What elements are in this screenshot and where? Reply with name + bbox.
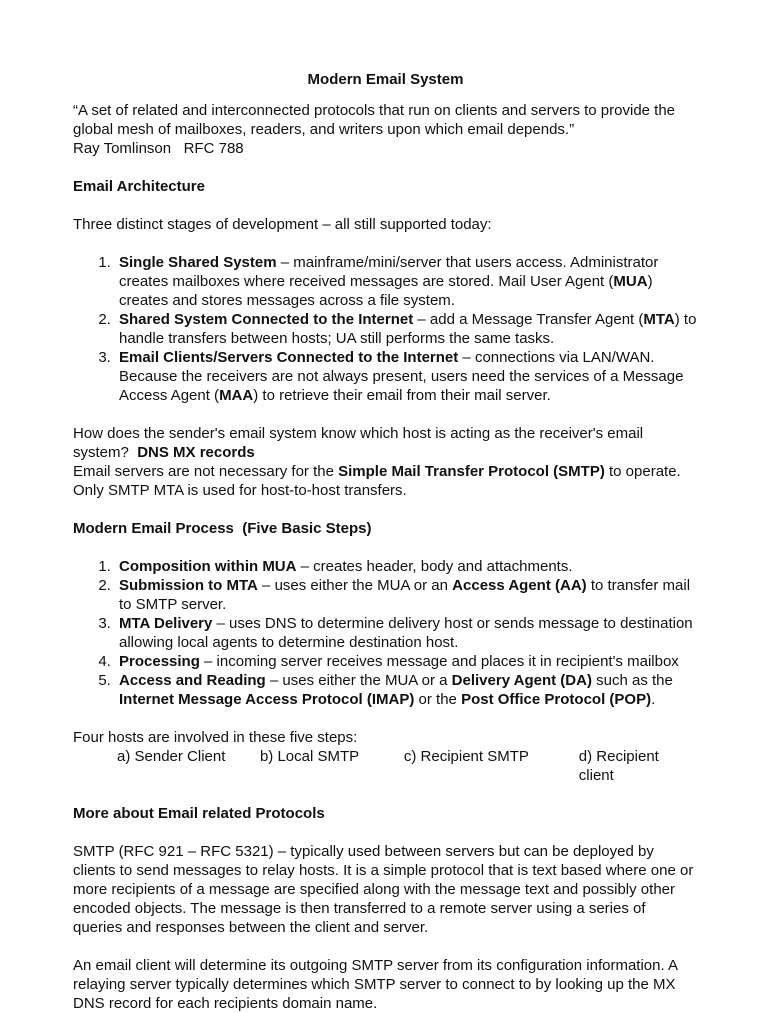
process-step (115, 576, 698, 614)
architecture-heading: Email Architecture (73, 178, 205, 195)
step-text: – incoming server receives message and places it in recipient's mailbox (199, 653, 679, 670)
item-bold: MTA (643, 311, 675, 328)
process-heading: Modern Email Process (Five Basic Steps) (73, 520, 372, 537)
architecture-list (73, 253, 698, 405)
host-item: d) Recipient client (578, 748, 659, 784)
protocols-paragraph: SMTP (RFC 921 – RFC 5321) – typically used between servers but can be deployed by clients to send messages to relay hosts. It is a simple protocol that is text based where one or more recipients of a message are specified along with the message text and possibly other encoded objects. The message is then transferred to a remote server using a series of queries and responses between the client and server. (73, 843, 694, 936)
step-bold: MTA Delivery (119, 615, 213, 632)
item-text: – add a Message Transfer Agent ( (413, 311, 644, 328)
process-list (73, 557, 698, 709)
step-text: – uses either the MUA or a (265, 672, 452, 689)
item-bold: Single Shared System (119, 254, 277, 271)
process-step (115, 557, 698, 576)
step-text: – uses either the MUA or an (257, 577, 453, 594)
item-bold: Shared System Connected to the Internet (119, 311, 414, 328)
hosts-intro: Four hosts are involved in these five steps: (73, 729, 358, 746)
dns-question-line (73, 424, 698, 462)
item-bold: Email Clients/Servers Connected to the Internet (119, 349, 459, 366)
host-item: a) Sender Client (117, 748, 226, 765)
item-bold: MAA (219, 387, 254, 404)
item-text: ) to handle transfers between hosts; UA still performs the same tasks. (119, 311, 697, 347)
step-text: – uses DNS to determine delivery host or sends message to destination allowing local agents to determine destination host. (119, 615, 693, 651)
step-bold: Submission to MTA (119, 577, 258, 594)
process-step (115, 671, 698, 709)
step-text: . (651, 691, 656, 708)
step-text: such as the (591, 672, 673, 689)
page-title: Modern Email System (307, 71, 464, 88)
item-text: – mainframe/mini/server that users access. Administrator creates mailboxes where received messages are stored. Mail User Agent ( (119, 254, 659, 290)
step-bold: Internet Message Access Protocol (IMAP) (119, 691, 415, 708)
quote-block (73, 101, 698, 158)
item-bold: MUA (613, 273, 648, 290)
host-item: c) Recipient SMTP (403, 748, 529, 765)
smtp-text: Email servers are not necessary for the (73, 463, 339, 480)
quote-text: “A set of related and interconnected protocols that run on clients and servers to provide the global mesh of mailboxes, readers, and writers upon which email depends.” (73, 102, 676, 138)
hosts-row (73, 747, 698, 785)
step-bold: Access Agent (AA) (452, 577, 587, 594)
architecture-item (115, 253, 698, 310)
process-step (115, 652, 698, 671)
step-text: to transfer mail to SMTP server. (119, 577, 691, 613)
step-bold: Delivery Agent (DA) (451, 672, 592, 689)
protocols-paragraph: An email client will determine its outgoing SMTP server from its configuration information. A relaying server typically determines which SMTP server to connect to by looking up the MX DNS record for each recipients domain name. (73, 957, 678, 1012)
step-text: or the (414, 691, 462, 708)
dns-answer: DNS MX records (137, 444, 255, 461)
smtp-text: to operate. Only SMTP MTA is used for host-to-host transfers. (73, 463, 681, 499)
step-bold: Composition within MUA (119, 558, 297, 575)
smtp-bold: Simple Mail Transfer Protocol (SMTP) (338, 463, 605, 480)
step-text: – creates header, body and attachments. (296, 558, 573, 575)
protocols-heading: More about Email related Protocols (73, 805, 325, 822)
architecture-item (115, 348, 698, 405)
step-bold: Processing (119, 653, 200, 670)
item-text: ) to retrieve their email from their mail server. (253, 387, 551, 404)
step-bold: Access and Reading (119, 672, 266, 689)
dns-block (73, 424, 698, 500)
architecture-item (115, 310, 698, 348)
dns-question: How does the sender's email system know which host is acting as the receiver's email system? (73, 425, 648, 461)
item-text: – connections via LAN/WAN. Because the receivers are not always present, users need the services of a Message Access Agent ( (119, 349, 684, 404)
process-step (115, 614, 698, 652)
architecture-intro: Three distinct stages of development – all still supported today: (73, 216, 492, 233)
quote-attribution: Ray Tomlinson RFC 788 (73, 140, 244, 157)
smtp-line (73, 462, 698, 500)
step-bold: Post Office Protocol (POP) (461, 691, 652, 708)
item-text: ) creates and stores messages across a file system. (119, 273, 653, 309)
host-item: b) Local SMTP (259, 748, 360, 765)
